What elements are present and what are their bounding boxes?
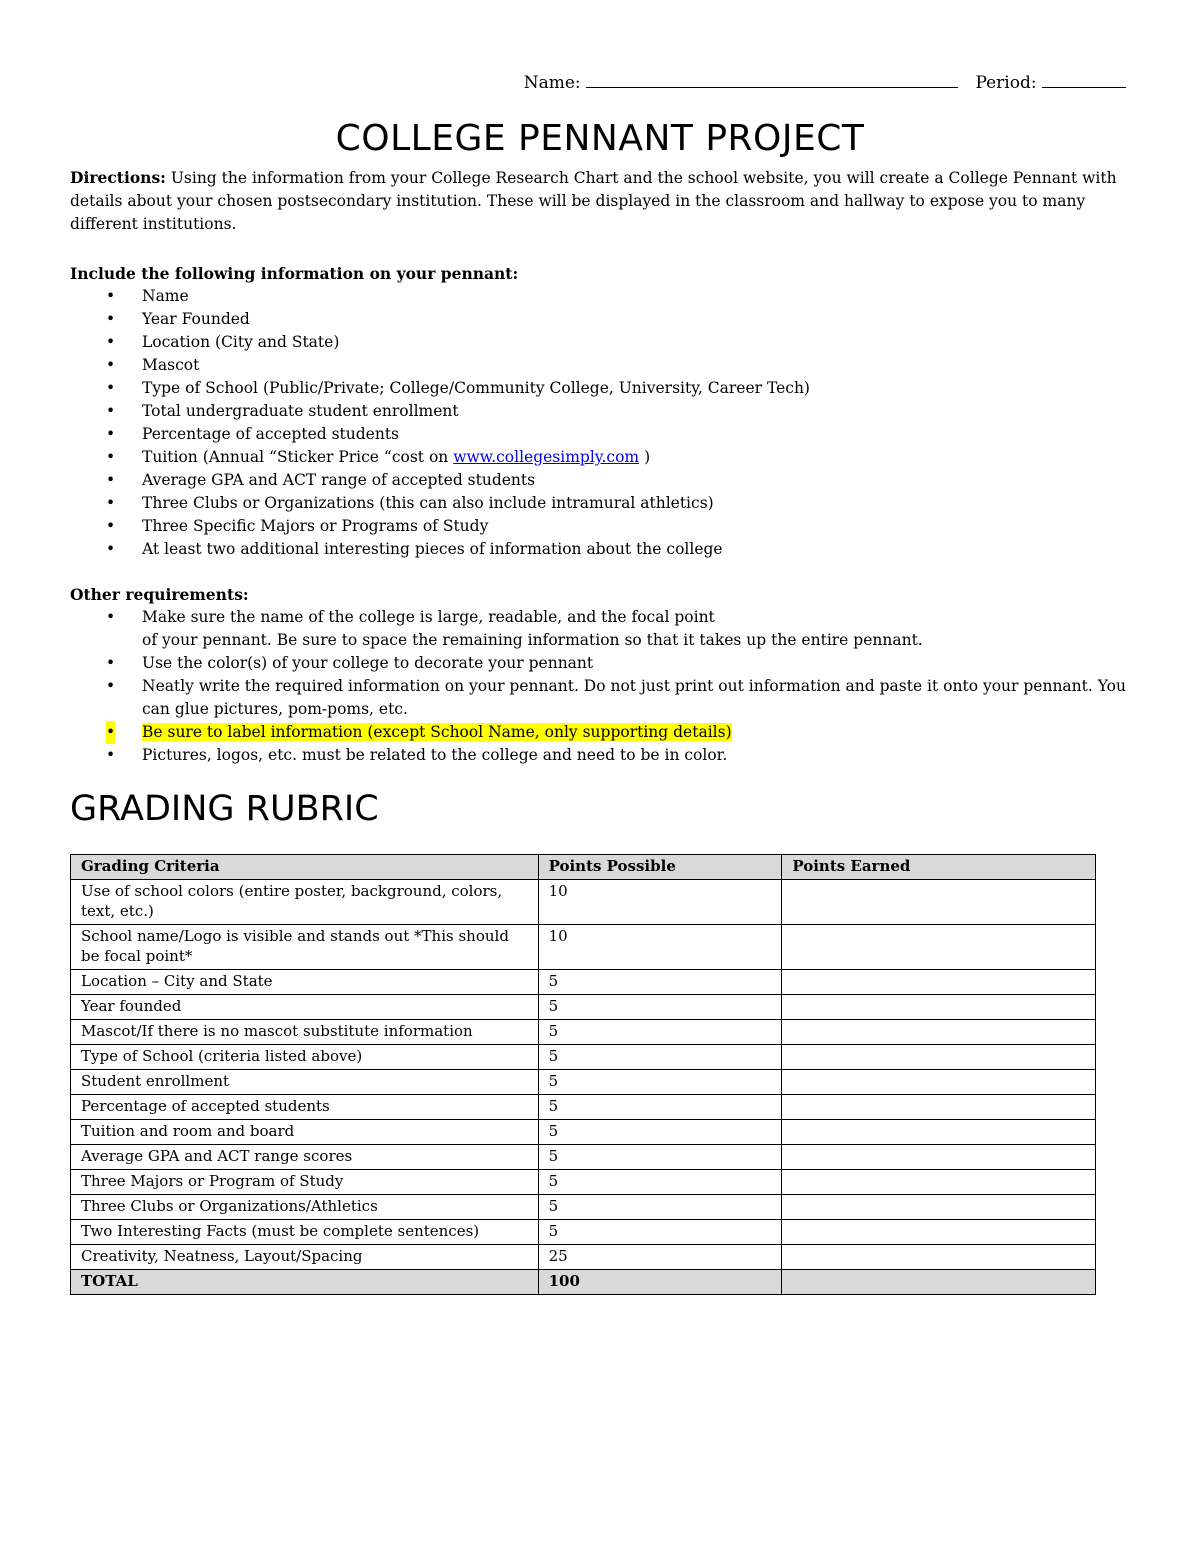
bullet-icon: • [106, 540, 116, 558]
points-earned-cell[interactable] [782, 1045, 1096, 1070]
table-row [71, 1220, 1096, 1245]
total-row [71, 1270, 1096, 1295]
other-requirements-list [70, 606, 1130, 767]
name-blank-field[interactable] [586, 73, 958, 88]
directions-paragraph [70, 166, 1130, 236]
points-possible-cell: 5 [538, 1195, 782, 1220]
criteria-cell: Location – City and State [71, 970, 539, 995]
include-list [70, 285, 1130, 561]
criteria-cell: Average GPA and ACT range scores [71, 1145, 539, 1170]
criteria-cell: Tuition and room and board [71, 1120, 539, 1145]
table-row [71, 1120, 1096, 1145]
list-item: • Neatly write the required information on your pennant. Do not just print out information and paste it onto your pennant. You can glue pictures, pom-poms, etc. [106, 677, 1126, 718]
page-title: COLLEGE PENNANT PROJECT [335, 118, 865, 159]
criteria-cell: Three Clubs or Organizations/Athletics [71, 1195, 539, 1220]
points-earned-cell[interactable] [782, 1245, 1096, 1270]
criteria-cell: Three Majors or Program of Study [71, 1170, 539, 1195]
total-points-cell: 100 [538, 1270, 782, 1295]
collegesimply-link[interactable]: www.collegesimply.com [453, 448, 640, 466]
criteria-cell: Use of school colors (entire poster, background, colors, text, etc.) [71, 880, 539, 925]
points-possible-cell: 5 [538, 1120, 782, 1145]
bullet-icon: • [106, 721, 115, 744]
criteria-cell: Creativity, Neatness, Layout/Spacing [71, 1245, 539, 1270]
points-possible-cell: 5 [538, 1095, 782, 1120]
list-item: • Year Founded [70, 308, 1130, 331]
points-possible-cell: 5 [538, 970, 782, 995]
bullet-icon: • [106, 654, 116, 672]
list-item: • Total undergraduate student enrollment [70, 400, 1130, 423]
period-label: Period: [975, 73, 1037, 93]
list-item: • Pictures, logos, etc. must be related to the college and need to be in color. [70, 744, 1130, 767]
criteria-cell: Percentage of accepted students [71, 1095, 539, 1120]
list-item: • Three Specific Majors or Programs of Study [70, 515, 1130, 538]
table-row [71, 1095, 1096, 1120]
table-row [71, 1020, 1096, 1045]
list-item: • Name [70, 285, 1130, 308]
other-requirements-heading: Other requirements: [70, 585, 249, 604]
name-label: Name: [523, 73, 581, 93]
directions-text: Using the information from your College Research Chart and the school website, you will create a College Pennant with details about your chosen postsecondary institution. These will be displayed in the classroom and hallway to expose you to many different institutions. [70, 169, 1117, 233]
bullet-icon: • [106, 608, 116, 626]
total-earned-cell[interactable] [782, 1270, 1096, 1295]
table-header-row [71, 855, 1096, 880]
points-possible-cell: 5 [538, 1220, 782, 1245]
bullet-icon: • [106, 402, 116, 420]
criteria-cell: Two Interesting Facts (must be complete sentences) [71, 1220, 539, 1245]
points-possible-cell: 5 [538, 1070, 782, 1095]
points-earned-cell[interactable] [782, 995, 1096, 1020]
list-item: • At least two additional interesting pieces of information about the college [70, 538, 1130, 561]
points-possible-cell: 10 [538, 880, 782, 925]
directions-label: Directions: [70, 168, 166, 187]
bullet-icon: • [106, 448, 116, 466]
list-item: • Percentage of accepted students [70, 423, 1130, 446]
points-earned-cell[interactable] [782, 1070, 1096, 1095]
bullet-icon: • [106, 287, 116, 305]
list-item: • Type of School (Public/Private; College/Community College, University, Career Tech) [70, 377, 1130, 400]
points-possible-cell: 25 [538, 1245, 782, 1270]
table-row [71, 1170, 1096, 1195]
table-row [71, 995, 1096, 1020]
points-earned-cell[interactable] [782, 970, 1096, 995]
table-row [71, 1245, 1096, 1270]
bullet-icon: • [106, 356, 116, 374]
points-possible-cell: 5 [538, 1170, 782, 1195]
name-period-line [524, 73, 1126, 93]
list-item: • Average GPA and ACT range of accepted students [70, 469, 1130, 492]
points-earned-cell[interactable] [782, 1195, 1096, 1220]
criteria-cell: Mascot/If there is no mascot substitute information [71, 1020, 539, 1045]
points-possible-cell: 10 [538, 925, 782, 970]
bullet-icon: • [106, 310, 116, 328]
points-earned-cell[interactable] [782, 1020, 1096, 1045]
table-row [71, 1145, 1096, 1170]
points-possible-cell: 5 [538, 995, 782, 1020]
table-row [71, 1195, 1096, 1220]
points-possible-cell: 5 [538, 1045, 782, 1070]
points-earned-cell[interactable] [782, 1145, 1096, 1170]
table-row [71, 925, 1096, 970]
points-earned-cell[interactable] [782, 1170, 1096, 1195]
bullet-icon: • [106, 746, 116, 764]
points-earned-cell[interactable] [782, 880, 1096, 925]
list-item: • Make sure the name of the college is large, readable, and the focal point of your pennant. Be sure to space the remaining information so that it takes up the entire pennant. [106, 608, 923, 649]
bullet-icon: • [106, 471, 116, 489]
table-row [71, 880, 1096, 925]
table-row [71, 1070, 1096, 1095]
points-possible-cell: 5 [538, 1020, 782, 1045]
points-possible-cell: 5 [538, 1145, 782, 1170]
total-label-cell: TOTAL [71, 1270, 539, 1295]
list-item: • Three Clubs or Organizations (this can also include intramural athletics) [70, 492, 1130, 515]
bullet-icon: • [106, 677, 116, 695]
criteria-cell: Type of School (criteria listed above) [71, 1045, 539, 1070]
list-item: • Use the color(s) of your college to decorate your pennant [70, 652, 1130, 675]
bullet-icon: • [106, 333, 116, 351]
criteria-cell: Year founded [71, 995, 539, 1020]
column-header: Points Earned [782, 855, 1096, 880]
list-item: • Mascot [70, 354, 1130, 377]
column-header: Grading Criteria [71, 855, 539, 880]
bullet-icon: • [106, 379, 116, 397]
bullet-icon: • [106, 425, 116, 443]
bullet-icon: • [106, 494, 116, 512]
list-item [70, 721, 1130, 744]
period-blank-field[interactable] [1042, 73, 1126, 88]
bullet-icon: • [106, 517, 116, 535]
rubric-heading: GRADING RUBRIC [70, 789, 379, 829]
list-item: • Location (City and State) [70, 331, 1130, 354]
criteria-cell: School name/Logo is visible and stands out *This should be focal point* [71, 925, 539, 970]
points-earned-cell[interactable] [782, 1095, 1096, 1120]
points-earned-cell[interactable] [782, 925, 1096, 970]
points-earned-cell[interactable] [782, 1220, 1096, 1245]
points-earned-cell[interactable] [782, 1120, 1096, 1145]
include-heading: Include the following information on your pennant: [70, 264, 519, 283]
criteria-cell: Student enrollment [71, 1070, 539, 1095]
table-row [71, 970, 1096, 995]
highlighted-requirement: Be sure to label information (except School Name, only supporting details) [142, 723, 732, 741]
grading-rubric-table [70, 854, 1096, 1295]
list-item: • Tuition (Annual “Sticker Price “cost on www.collegesimply.com ) [70, 446, 1130, 469]
column-header: Points Possible [538, 855, 782, 880]
table-row [71, 1045, 1096, 1070]
